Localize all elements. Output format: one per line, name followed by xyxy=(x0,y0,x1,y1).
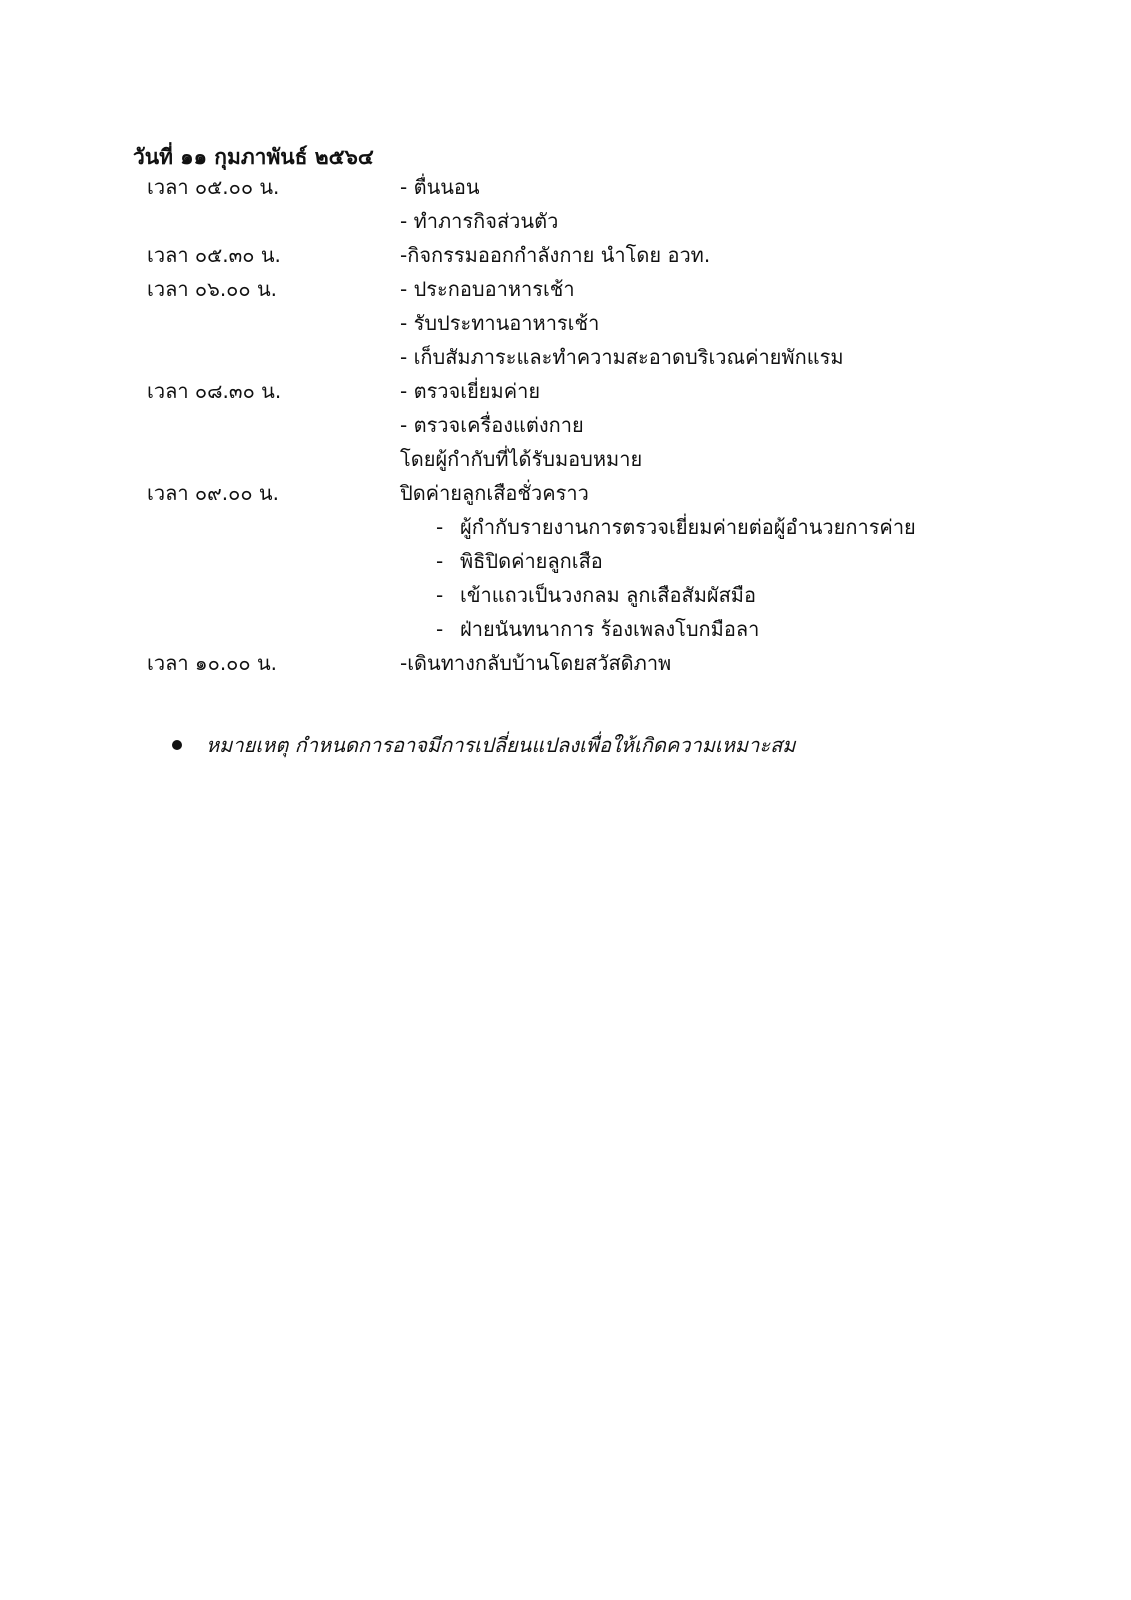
sub-item-dash: - xyxy=(436,583,444,607)
sub-item-circle-handshake: เข้าแถวเป็นวงกลม ลูกเสือสัมผัสมือ xyxy=(460,583,757,607)
sub-item-farewell-song: ฝ่ายนันทนาการ ร้องเพลงโบกมือลา xyxy=(460,617,760,641)
bullet-icon xyxy=(172,740,182,750)
sub-item-report: ผู้กำกับรายงานการตรวจเยี่ยมค่ายต่อผู้อำนวยการค่าย xyxy=(460,515,916,539)
sub-item-dash: - xyxy=(436,617,444,641)
time-0600: เวลา ๐๖.๐๐ น. xyxy=(147,277,277,301)
activity-personal-tasks: - ทำภารกิจส่วนตัว xyxy=(400,209,559,233)
activity-close-camp: ปิดค่ายลูกเสือชั่วคราว xyxy=(400,481,589,505)
activity-assigned-leader: โดยผู้กำกับที่ได้รับมอบหมาย xyxy=(400,447,643,471)
activity-cook-breakfast: - ประกอบอาหารเช้า xyxy=(400,277,575,301)
date-heading: วันที่ ๑๑ กุมภาพันธ์ ๒๕๖๔ xyxy=(133,145,374,169)
time-0830: เวลา ๐๘.๓๐ น. xyxy=(147,379,282,403)
activity-exercise: -กิจกรรมออกกำลังกาย นำโดย อวท. xyxy=(400,243,711,267)
time-1000: เวลา ๑๐.๐๐ น. xyxy=(147,651,277,675)
note-text: หมายเหตุ กำหนดการอาจมีการเปลี่ยนแปลงเพื่อให้เกิดความเหมาะสม xyxy=(206,733,796,757)
time-0530: เวลา ๐๕.๓๐ น. xyxy=(147,243,281,267)
activity-eat-breakfast: - รับประทานอาหารเช้า xyxy=(400,311,600,335)
activity-travel-home: -เดินทางกลับบ้านโดยสวัสดิภาพ xyxy=(400,651,672,675)
activity-clean-camp: - เก็บสัมภาระและทำความสะอาดบริเวณค่ายพักแรม xyxy=(400,345,844,369)
sub-item-closing-ceremony: พิธิปิดค่ายลูกเสือ xyxy=(460,549,603,573)
sub-item-dash: - xyxy=(436,515,444,539)
activity-uniform-inspection: - ตรวจเครื่องแต่งกาย xyxy=(400,413,584,437)
time-0900: เวลา ๐๙.๐๐ น. xyxy=(147,481,279,505)
sub-item-dash: - xyxy=(436,549,444,573)
activity-camp-inspection: - ตรวจเยี่ยมค่าย xyxy=(400,379,541,403)
time-0500: เวลา ๐๕.๐๐ น. xyxy=(147,175,280,199)
activity-wake-up: - ตื่นนอน xyxy=(400,175,480,199)
note-line xyxy=(172,728,795,762)
